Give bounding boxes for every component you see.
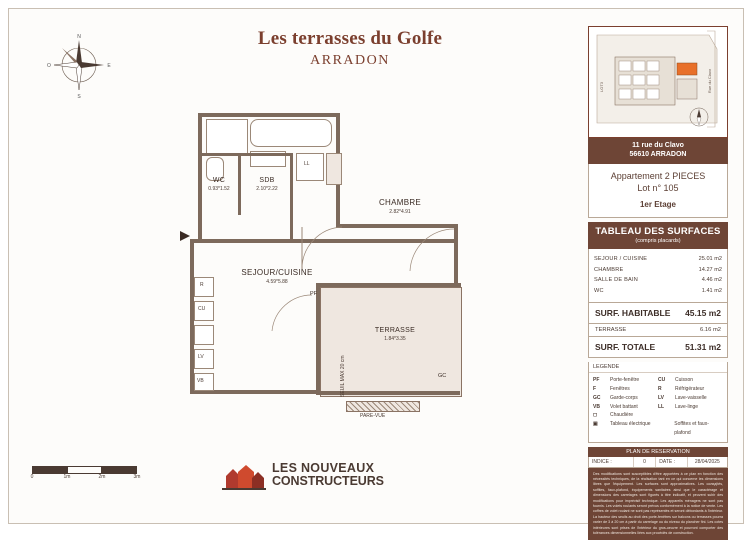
label-cu: CU — [198, 306, 206, 312]
door-arc-window — [408, 227, 456, 273]
table-row: SALLE DE BAIN 4.46 m2 — [594, 277, 722, 284]
sink-kitchen — [194, 325, 214, 345]
project-city: ARRADON — [310, 53, 390, 68]
surfaces-table — [588, 249, 728, 304]
table-row: WC 1.41 m2 — [594, 287, 722, 294]
title-block — [180, 28, 520, 69]
washer-box — [296, 153, 324, 181]
terrasse-row: TERRASSE 6.16 m2 — [588, 324, 728, 337]
apartment-type: Appartement 2 PIECES — [610, 170, 706, 181]
legend-block — [588, 362, 728, 442]
project-title: Les terrasses du Golfe — [257, 28, 443, 49]
disclaimer-text: Des modifications sont susceptibles d'être apportées à ce plan en fonction des nécessités techniques, de la réalisation tant en ce qui concerne les dimensions libres que l'équipement. Les surfaces sont approximatives. Les солидités, soffites, faux-plafond, équipements sanitaires ainsi que le caractérage et dimensions des carrelages sont figurés à titre indicatif, et peuvent subir des modifications pour imprévisif technique. Les appareils ménagers ne sont pas fournis. Les volets roulants seront prévus conformément à la notice de vente. Les coffres de volet roulant ne sont pas représentés et seront débordants à l'intérieur. La hauteur des seuils au droit des porte-fenêtres sur balcons ou terrasses pourra varier de 3 à 20 cm à partir du carrelage ou du niveau du plancher fini. Les cotes intérieures sont prises de l'intérieur du gros-oeuvre et pourront comporter des tolérances dimensionnelles liées aux procédés de construction. — [588, 468, 728, 540]
label-ll: LL — [304, 161, 310, 167]
list-item: F Fenêtres R Réfrigérateur — [593, 386, 705, 393]
compass-n: N — [77, 34, 81, 40]
scale-bar-segments — [32, 466, 137, 474]
wall-sdb-right — [290, 153, 293, 239]
compass-e: E — [107, 63, 111, 69]
pare-vue-panel — [346, 401, 420, 412]
wall-top — [198, 113, 340, 117]
label-seuil: SEUIL MAX 20 cm — [340, 355, 346, 397]
surfaces-header: TABLEAU DES SURFACES (compris placards) — [588, 222, 728, 249]
door-arc-chambre — [300, 225, 344, 271]
label-lv: LV — [198, 354, 204, 360]
compass-rose — [44, 30, 114, 100]
compass-o: O — [47, 63, 51, 69]
scale-ticks: 0 1m 2m 3m — [30, 474, 141, 480]
reservation-title: PLAN DE RESERVATION — [588, 447, 728, 457]
wall-sdb-top — [241, 153, 293, 156]
label-gc: GC — [438, 373, 447, 379]
table-row: CHAMBRE 14.27 m2 — [594, 266, 722, 273]
compass-s: S — [77, 94, 81, 100]
logo-mark-icon — [222, 460, 266, 490]
shower-fixture — [206, 119, 248, 155]
floor-level: 1er Etage — [639, 199, 677, 209]
label-pare-vue: PARE-VUE — [360, 413, 386, 419]
list-item: GC Garde-corps LV Lave-vaisselle — [593, 394, 707, 401]
list-item: PF Porte-fenêtre CU Cuisson — [593, 377, 694, 384]
fridge-box — [194, 277, 214, 297]
door-arc-sejour — [270, 293, 314, 333]
scale-bar — [30, 466, 141, 484]
logo-text: LES NOUVEAUX CONSTRUCTEURS — [272, 460, 384, 488]
room-sejour: SEJOUR/CUISINE 4.59*5.88 — [241, 268, 313, 285]
bathtub-fixture — [250, 119, 332, 147]
wall-wc-top — [198, 153, 241, 156]
habitable-row: SURF. HABITABLE 45.15 m2 — [588, 303, 728, 324]
company-logo — [222, 460, 384, 490]
list-item: VB Volet battant LL Lave-linge — [593, 403, 699, 410]
label-pf-left: PF — [310, 291, 318, 297]
total-row: SURF. TOTALE 51.31 m2 — [588, 337, 728, 358]
info-panel — [588, 26, 728, 540]
svg-text:LOT3: LOT3 — [599, 81, 604, 93]
legend-title: LEGENDE — [589, 362, 727, 373]
entry-arrow-icon — [178, 229, 192, 243]
list-item: ◻ Chaudière — [593, 412, 634, 419]
svg-text:Rue du Clavo: Rue du Clavo — [707, 68, 712, 94]
label-r: R — [200, 282, 204, 288]
boiler-icon: ◻ — [593, 412, 598, 419]
room-terrasse: TERRASSE 1.84*3.35 — [374, 327, 416, 342]
dishwasher-box — [194, 349, 214, 369]
room-chambre: CHAMBRE 2.82*4.91 — [378, 198, 422, 215]
floor-plan — [150, 105, 570, 435]
site-address: 11 rue du Clavo 56610 ARRADON — [588, 138, 728, 164]
list-item: ▣ Tableau électrique Soffites et faux-plafond — [593, 421, 709, 436]
room-sdb: SDB 2.10*2.22 — [256, 177, 278, 192]
label-vb: VB — [197, 378, 204, 384]
reservation-row: INDICE : 0 DATE : 28/04/2025 — [588, 457, 728, 468]
apartment-info — [588, 164, 728, 218]
table-row: SEJOUR / CUISINE 25.01 m2 — [594, 255, 722, 262]
location-map — [588, 26, 728, 138]
electric-panel-icon: ▣ — [593, 421, 598, 428]
lot-number: Lot n° 105 — [637, 182, 679, 193]
room-wc: WC 0.93*1.52 — [208, 177, 230, 192]
closet-nook — [326, 153, 342, 185]
